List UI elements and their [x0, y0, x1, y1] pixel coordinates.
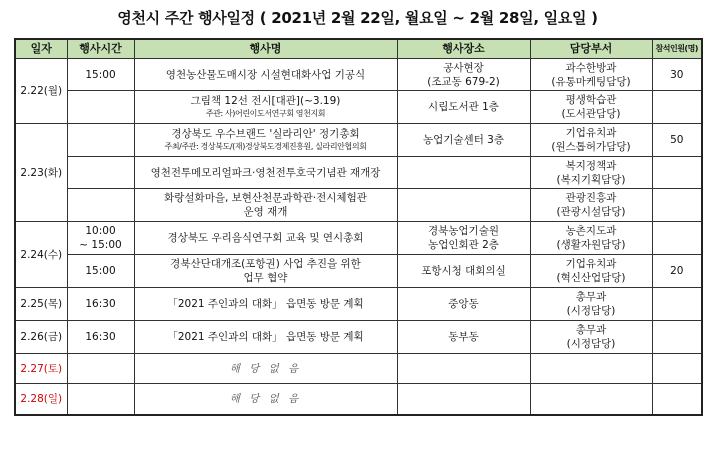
header-date: 일자 [15, 39, 67, 59]
place-cell: 농업기술센터 3층 [397, 124, 530, 157]
table-row [15, 288, 702, 321]
dept-cell [530, 189, 652, 222]
event-cell [134, 189, 397, 222]
time-cell [67, 124, 134, 157]
count-cell [652, 157, 702, 189]
time-cell: 15:00 [67, 255, 134, 288]
count-cell [652, 321, 702, 354]
event-sub-line: 주관: 사)어린이도서연구회 영천지회 [205, 109, 326, 118]
header-dept: 담당부서 [530, 39, 652, 59]
time-cell: 16:30 [67, 321, 134, 354]
place-cell: 포항시청 대회의실 [397, 255, 530, 288]
table-row [15, 59, 702, 91]
event-cell: 경상북도 우리음식연구회 교육 및 연시총회 [134, 222, 397, 255]
dept-cell [530, 321, 652, 354]
date-cell: 2.25(목) [15, 288, 67, 321]
event-cell: 「2021 주인과의 대화」 읍면동 방문 계획 [134, 288, 397, 321]
event-cell: 영천전투메모리얼파크·영천전투호국기념관 재개장 [134, 157, 397, 189]
place-cell: 시립도서관 1층 [397, 91, 530, 124]
time-cell [67, 384, 134, 415]
dept-line: 기업유치과 [565, 258, 617, 270]
dept-line: 기업유치과 [565, 127, 617, 139]
schedule-table [14, 38, 703, 416]
header-event: 행사명 [134, 39, 397, 59]
table-row [15, 222, 702, 255]
time-cell [67, 189, 134, 222]
time-cell: 16:30 [67, 288, 134, 321]
table-row [15, 157, 702, 189]
dept-line: 농촌지도과 [565, 225, 617, 237]
date-cell: 2.26(금) [15, 321, 67, 354]
dept-line: 총무과 [575, 291, 607, 303]
dept-line: (시정담당) [566, 338, 616, 350]
event-line: 업무 협약 [243, 272, 288, 284]
header-row [15, 39, 702, 59]
count-cell [652, 189, 702, 222]
place-line: (조교동 679-2) [427, 75, 500, 88]
time-cell [67, 91, 134, 124]
date-cell: 2.24(수) [15, 222, 67, 288]
dept-line: (혁신산업담당) [556, 272, 626, 284]
event-cell [134, 124, 397, 157]
event-cell [134, 91, 397, 124]
date-cell: 2.23(화) [15, 124, 67, 222]
dept-line: 관광진흥과 [565, 192, 617, 204]
time-cell [67, 222, 134, 255]
table-row [15, 91, 702, 124]
table-row [15, 321, 702, 354]
dept-cell [530, 91, 652, 124]
count-cell [652, 354, 702, 384]
header-count: 참석인원(명) [652, 39, 702, 59]
table-row [15, 354, 702, 384]
dept-cell [530, 354, 652, 384]
dept-cell [530, 255, 652, 288]
time-line: 10:00 [85, 225, 116, 237]
header-place: 행사장소 [397, 39, 530, 59]
dept-cell [530, 222, 652, 255]
count-cell [652, 384, 702, 415]
table-row [15, 255, 702, 288]
table-row [15, 189, 702, 222]
event-line: 경북산단대개조(포항권) 사업 추진을 위한 [170, 258, 361, 270]
place-cell: 중앙동 [397, 288, 530, 321]
event-cell [134, 255, 397, 288]
dept-line: 평생학습관 [565, 94, 617, 106]
dept-cell [530, 288, 652, 321]
header-time: 행사시간 [67, 39, 134, 59]
dept-line: (원스톱허가담당) [551, 141, 631, 153]
dept-line: 과수한방과 [565, 61, 617, 74]
place-cell [397, 189, 530, 222]
place-cell: 동부동 [397, 321, 530, 354]
place-cell [397, 157, 530, 189]
place-cell [397, 59, 530, 91]
no-event-cell: 해 당 없 음 [134, 384, 397, 415]
time-cell [67, 354, 134, 384]
dept-line: 복지정책과 [565, 159, 617, 172]
dept-line: (관광시설담당) [556, 206, 626, 218]
event-line: 화랑설화마을, 보현산천문과학관·전시체험관 [164, 192, 367, 204]
place-line: 경북농업기술원 [427, 225, 499, 237]
time-cell [67, 157, 134, 189]
place-cell [397, 222, 530, 255]
count-cell: 50 [652, 124, 702, 157]
date-cell: 2.22(월) [15, 59, 67, 124]
time-line: ~ 15:00 [79, 239, 122, 251]
event-line: 운영 재개 [243, 206, 288, 218]
date-cell: 2.28(일) [15, 384, 67, 415]
count-cell [652, 222, 702, 255]
dept-line: (시정담당) [566, 305, 616, 317]
dept-line: (유통마케팅담당) [551, 75, 631, 88]
place-line: 공사현장 [443, 61, 484, 74]
event-line: 경상북도 우수브랜드 '실라리안' 정기총회 [171, 128, 360, 140]
event-sub-line: 주최/주관: 경상북도/(재)경상북도경제진흥원, 실라리안협의회 [164, 142, 367, 151]
count-cell [652, 91, 702, 124]
date-cell: 2.27(토) [15, 354, 67, 384]
event-cell: 「2021 주인과의 대화」 읍면동 방문 계획 [134, 321, 397, 354]
dept-cell [530, 59, 652, 91]
time-cell: 15:00 [67, 59, 134, 91]
page-title: 영천시 주간 행사일정 ( 2021년 2월 22일, 월요일 ~ 2월 28일, 일요일 ) [117, 9, 598, 27]
dept-cell [530, 157, 652, 189]
dept-line: 총무과 [575, 324, 607, 336]
count-cell: 30 [652, 59, 702, 91]
table-row [15, 384, 702, 415]
event-line: 그림책 12선 전시[대관](~3.19) [190, 95, 341, 107]
event-cell: 영천농산물도매시장 시설현대화사업 기공식 [134, 59, 397, 91]
dept-cell [530, 124, 652, 157]
table-row [15, 124, 702, 157]
dept-line: (생활자원담당) [556, 239, 626, 251]
count-cell [652, 288, 702, 321]
count-cell: 20 [652, 255, 702, 288]
place-cell [397, 384, 530, 415]
place-line: 농업인회관 2층 [428, 239, 499, 251]
no-event-cell: 해 당 없 음 [134, 354, 397, 384]
dept-line: (도서관담당) [561, 108, 621, 120]
place-cell [397, 354, 530, 384]
dept-line: (복지기획담당) [556, 173, 626, 186]
dept-cell [530, 384, 652, 415]
